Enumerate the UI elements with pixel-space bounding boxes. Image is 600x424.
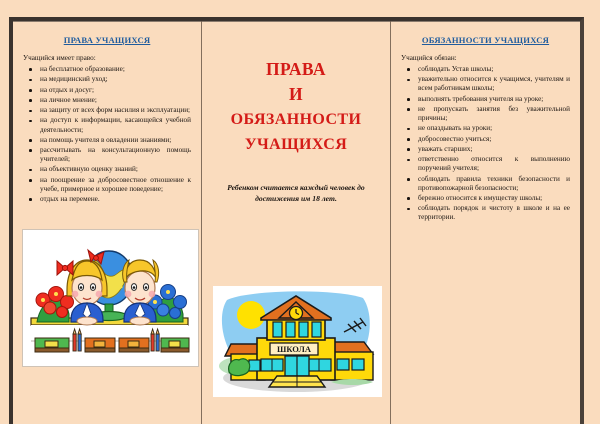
right-entry-item: отдых на перемене. [23,195,191,204]
right-entry-item: рассчитывать на консультационную помощь учителей; [23,146,191,164]
duty-entry-item: не пропускать занятия без уважительной причины; [401,105,570,123]
right-entry-item: на помощь учителя в овладении знаниями; [23,136,191,145]
duty-entry-item: выполнять требования учителя на уроке; [401,95,570,104]
rights-list [23,65,191,204]
duty-entry-item: не опаздывать на уроки; [401,124,570,133]
duty-entry-item: соблюдать порядок и чистоту в школе и на ее территории. [401,204,570,222]
main-title-line-1: ПРАВА [266,59,326,79]
right-entry-item: на доступ к информации, касающейся учебной деятельности; [23,116,191,134]
schoolchildren-globe-illustration [22,229,199,367]
right-entry-item: на отдых и досуг; [23,86,191,95]
duties-list [401,65,570,222]
brochure-subtitle: Ребенком считается каждый человек до достижения им 18 лет. [227,183,365,203]
right-entry-item: на бесплатное образование; [23,65,191,74]
left-panel-title: ПРАВА УЧАЩИХСЯ [63,35,151,45]
duty-entry-item: добросовестно учиться; [401,135,570,144]
right-panel-title: ОБЯЗАННОСТИ УЧАЩИХСЯ [421,35,550,45]
school-building-illustration [213,286,382,397]
right-entry-item: на личное мнение; [23,96,191,105]
center-panel [202,21,390,204]
right-entry-item: на защиту от всех форм насилия и эксплуатации; [23,106,191,115]
main-title-line-3: ОБЯЗАННОСТИ [230,111,362,128]
duty-entry-item: уважать старших; [401,145,570,154]
school-sign-text: ШКОЛА [277,344,311,354]
right-panel-lead: Учащийся обязан: [401,54,457,62]
main-title-line-4: УЧАЩИХСЯ [244,136,348,153]
brochure-main-title [210,57,382,157]
left-panel [13,21,201,205]
duty-entry-item: соблюдать Устав школы; [401,65,570,74]
duty-entry-item: бережно относится к имуществу школы; [401,194,570,203]
right-entry-item: на поощрение за добросовестное отношение к учебе, примерное и хорошее поведение; [23,176,191,194]
main-title-line-2: И [288,84,303,104]
right-entry-item: на медицинский уход; [23,75,191,84]
duty-entry-item: ответственно относится к выполнению поручений учителя; [401,155,570,173]
right-panel [391,21,580,224]
duty-entry-item: соблюдать правила техники безопасности и противопожарной безопасности; [401,175,570,193]
left-panel-lead: Учащийся имеет право: [23,54,96,62]
right-entry-item: на объективную оценку знаний; [23,165,191,174]
duty-entry-item: уважительно относится к учащимся, учителям и всем работникам школы; [401,75,570,93]
